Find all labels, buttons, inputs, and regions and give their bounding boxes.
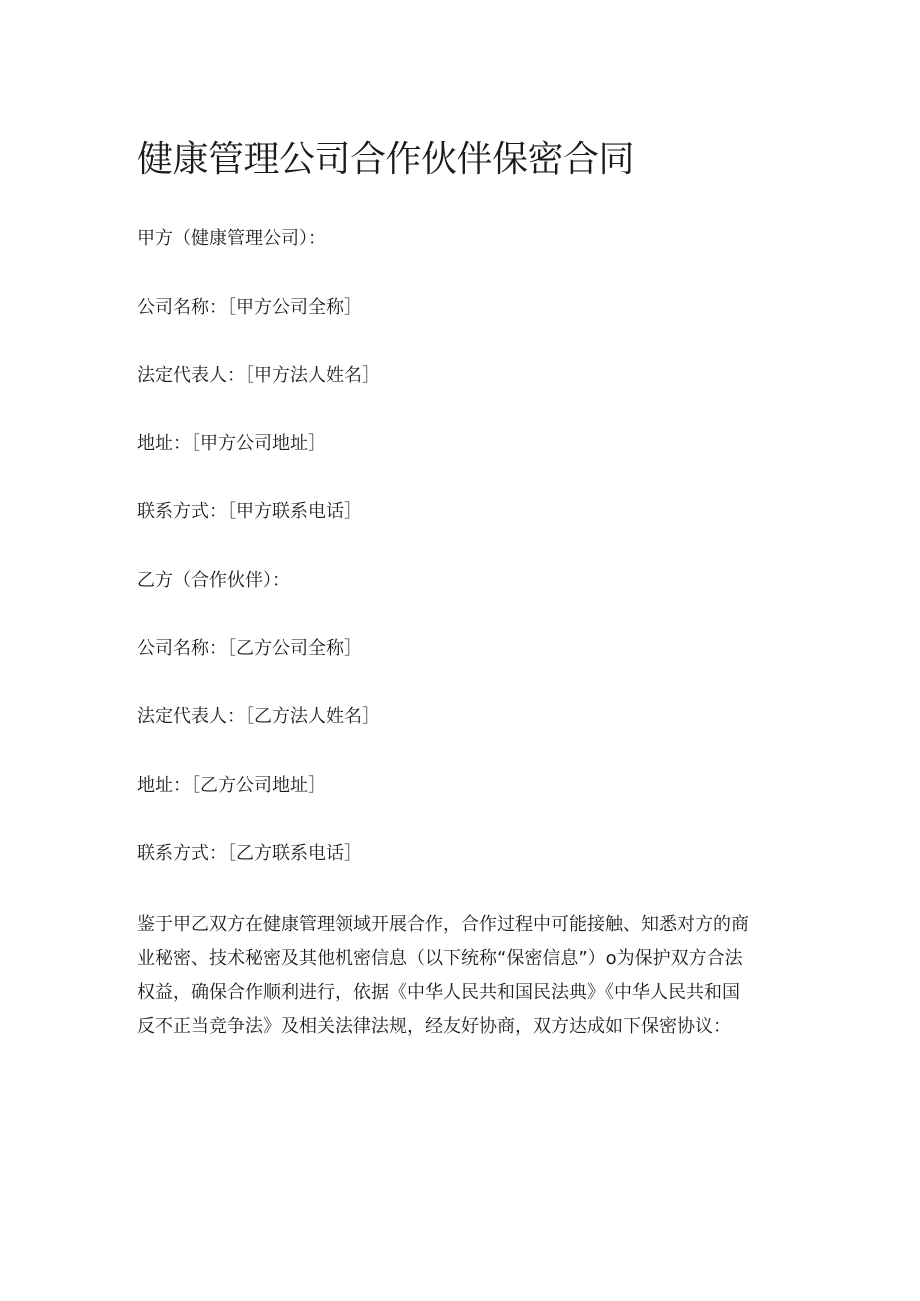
preamble-paragraph: [137, 908, 787, 1044]
party-a-address: 地址：［甲方公司地址］: [137, 433, 326, 454]
party-a-legal-rep: 法定代表人：［甲方法人姓名］: [137, 365, 380, 386]
preamble-line: 鉴于甲乙双方在健康管理领域开展合作，合作过程中可能接触、知悉对方的商: [137, 914, 749, 935]
preamble-line: 反不正当竞争法》及相关法律法规，经友好协商，双方达成如下保密协议：: [137, 1016, 731, 1037]
party-b-heading: 乙方（合作伙伴）：: [137, 570, 290, 591]
party-a-contact: 联系方式：［甲方联系电话］: [137, 501, 362, 522]
party-b-company-name: 公司名称：［乙方公司全称］: [137, 638, 362, 659]
party-b-address: 地址：［乙方公司地址］: [137, 775, 326, 796]
party-a-company-name: 公司名称：［甲方公司全称］: [137, 297, 362, 318]
document-title: 健康管理公司合作伙伴保密合同: [137, 139, 635, 180]
preamble-line: 权益，确保合作顺利进行，依据《中华人民共和国民法典》《中华人民共和国: [137, 982, 740, 1003]
party-b-legal-rep: 法定代表人：［乙方法人姓名］: [137, 706, 380, 727]
preamble-line: 业秘密、技术秘密及其他机密信息（以下统称“保密信息”）o为保护双方合法: [137, 948, 743, 969]
party-b-contact: 联系方式：［乙方联系电话］: [137, 843, 362, 864]
party-a-heading: 甲方（健康管理公司）：: [137, 228, 326, 249]
